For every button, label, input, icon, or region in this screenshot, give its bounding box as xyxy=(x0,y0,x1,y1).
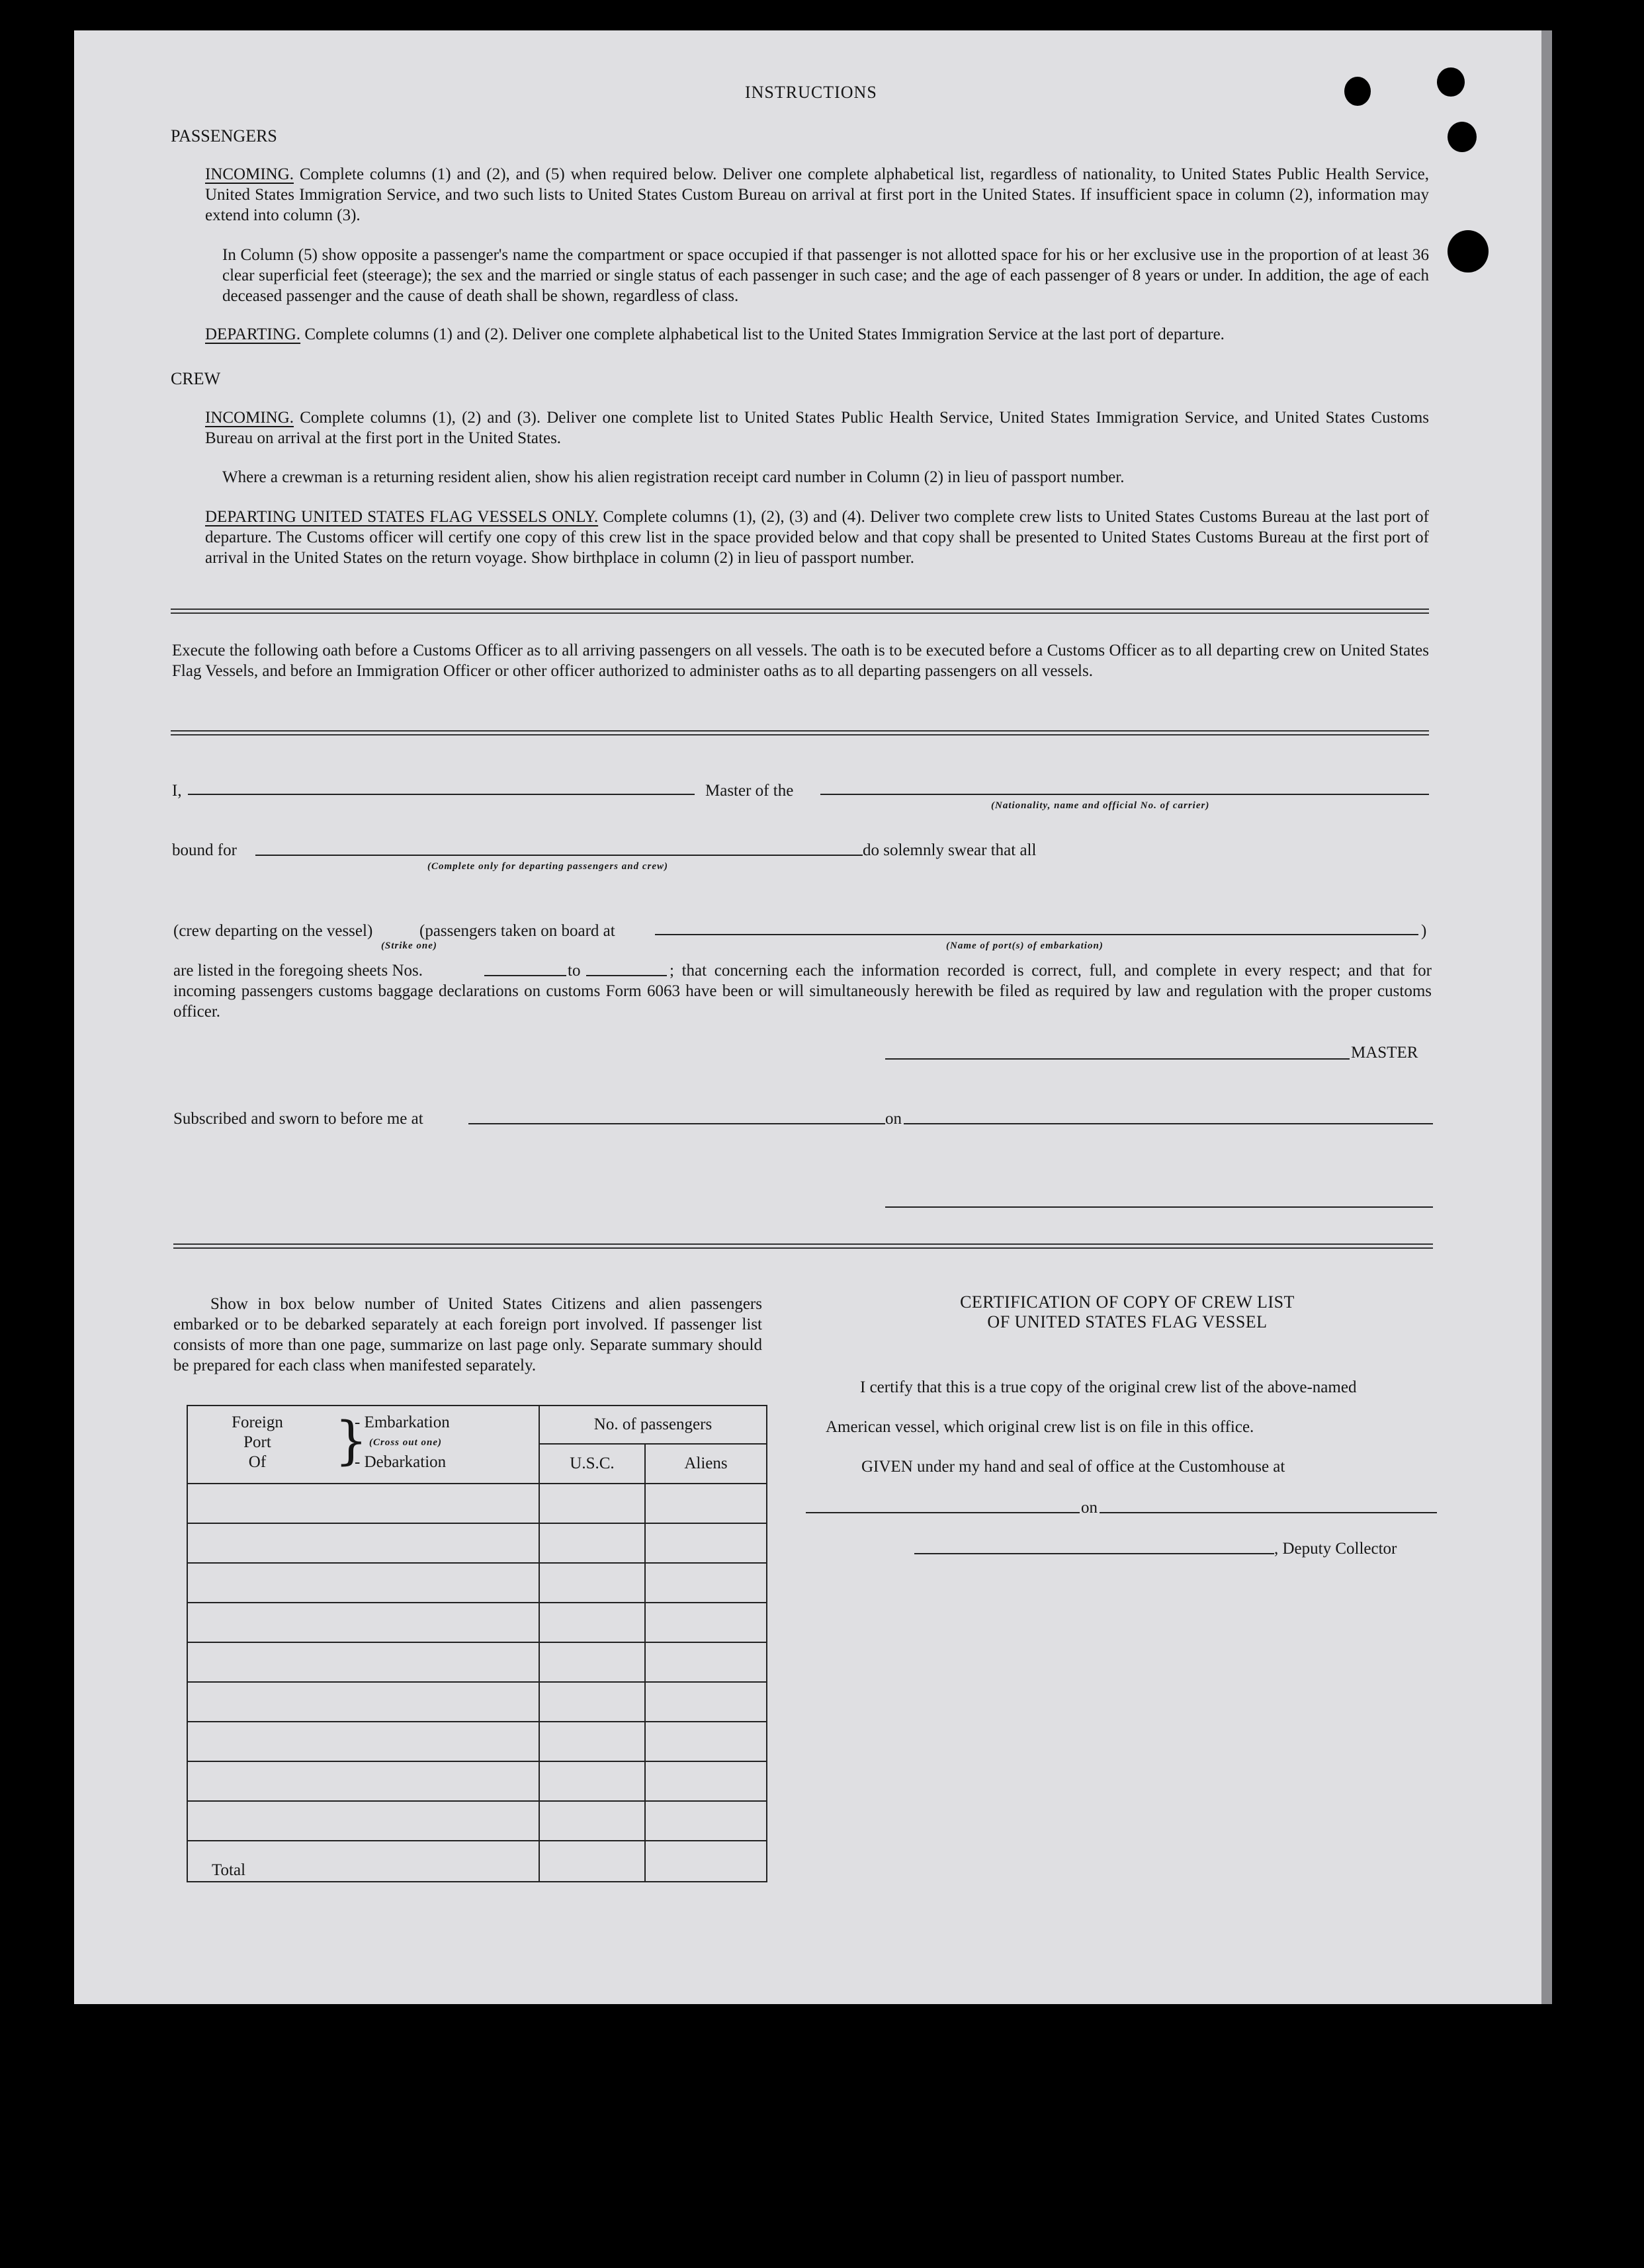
aliens-cell[interactable] xyxy=(645,1563,767,1603)
port-cell[interactable] xyxy=(187,1563,539,1603)
bound-for-field[interactable] xyxy=(255,855,863,856)
passengers-incoming-label: INCOMING. xyxy=(205,165,294,183)
punch-hole xyxy=(1448,122,1477,152)
embarkation-label: - Embarkation xyxy=(355,1413,450,1431)
punch-hole xyxy=(1448,230,1489,273)
port-cell[interactable] xyxy=(187,1761,539,1801)
sworn-date-field[interactable] xyxy=(904,1123,1433,1124)
aliens-cell[interactable] xyxy=(645,1722,767,1761)
close-paren: ) xyxy=(1421,922,1427,940)
passengers-departing-label: DEPARTING. xyxy=(205,325,301,343)
usc-cell[interactable] xyxy=(539,1523,645,1563)
cross-out-caption: (Cross out one) xyxy=(369,1437,443,1448)
usc-total-cell[interactable] xyxy=(539,1841,645,1882)
on-label: on xyxy=(885,1110,902,1128)
passengers-incoming-text: Complete columns (1) and (2), and (5) when required below. Deliver one complete alphabetical list, regardless of nationality, to United States Public Health Service, United States Immigration Service, and two such lists to United States Custom Bureau on arrival at first port in the United States. If insufficient space in column (2), information may extend into column (3). xyxy=(205,165,1430,224)
swear-text: do solemnly swear that all xyxy=(863,841,1037,859)
usc-cell[interactable] xyxy=(539,1722,645,1761)
passengers-departing-text: Complete columns (1) and (2). Deliver one complete alphabetical list to the United States Immigration Service at the last port of departure. xyxy=(304,325,1225,343)
usc-header: U.S.C. xyxy=(539,1444,645,1484)
port-cell[interactable] xyxy=(187,1523,539,1563)
certification-line1: I certify that this is a true copy of the original crew list of the above-named xyxy=(860,1378,1357,1396)
aliens-cell[interactable] xyxy=(645,1484,767,1523)
no-of-passengers-header: No. of passengers xyxy=(539,1406,767,1444)
passengers-taken-option: (passengers taken on board at xyxy=(419,922,615,940)
passengers-departing-paragraph xyxy=(205,324,1429,345)
port-cell[interactable] xyxy=(187,1603,539,1642)
table-row xyxy=(187,1761,767,1801)
port-label: Port xyxy=(243,1433,271,1451)
foreign-port-header xyxy=(187,1406,539,1484)
certification-title-line1: CERTIFICATION OF COPY OF CREW LIST xyxy=(960,1292,1295,1312)
total-row xyxy=(187,1841,767,1882)
crew-incoming-label: INCOMING. xyxy=(205,409,294,427)
divider xyxy=(173,1243,1433,1249)
table-row xyxy=(187,1801,767,1841)
oath-i-label: I, xyxy=(172,782,182,800)
table-row xyxy=(187,1603,767,1642)
crew-heading: CREW xyxy=(171,369,221,388)
usc-cell[interactable] xyxy=(539,1563,645,1603)
table-row xyxy=(187,1563,767,1603)
subscribed-label: Subscribed and sworn to before me at xyxy=(173,1110,423,1128)
complete-only-caption: (Complete only for departing passengers and crew) xyxy=(427,861,668,872)
passenger-summary-table xyxy=(187,1405,767,1882)
nationality-caption: (Nationality, name and official No. of carrier) xyxy=(991,800,1210,811)
divider xyxy=(171,609,1429,614)
crew-departing-flag-paragraph xyxy=(205,507,1429,568)
table-header-row xyxy=(187,1406,767,1444)
deputy-signature-field[interactable] xyxy=(914,1553,1274,1554)
aliens-cell[interactable] xyxy=(645,1801,767,1841)
crew-alien-paragraph: Where a crewman is a returning resident alien, show his alien registration receipt card number in Column (2) in lieu of passport number. xyxy=(222,468,1125,486)
crew-departing-option: (crew departing on the vessel) xyxy=(173,922,373,940)
passengers-column5-paragraph: In Column (5) show opposite a passenger's name the compartment or space occupied if that passenger is not allotted space for his or her exclusive use in the proportion of at least 36 clear superficial feet (steerage); the sex and the married or single status of each passenger in such case; and the age of each passenger of 8 years or under. In addition, the age of each deceased passenger and the cause of death shall be shown, regardless of class. xyxy=(222,246,1429,305)
of-label: Of xyxy=(248,1453,267,1471)
usc-cell[interactable] xyxy=(539,1484,645,1523)
debarkation-label: - Debarkation xyxy=(355,1453,447,1471)
deputy-collector-label: , Deputy Collector xyxy=(1274,1540,1397,1558)
page-edge xyxy=(1541,30,1552,2004)
port-cell[interactable] xyxy=(187,1722,539,1761)
certification-date-field[interactable] xyxy=(1100,1512,1437,1513)
port-cell[interactable] xyxy=(187,1801,539,1841)
aliens-total-cell[interactable] xyxy=(645,1841,767,1882)
brace-icon: } xyxy=(335,1411,368,1471)
ports-caption: (Name of port(s) of embarkation) xyxy=(946,941,1103,951)
usc-cell[interactable] xyxy=(539,1801,645,1841)
usc-cell[interactable] xyxy=(539,1642,645,1682)
summary-intro: Show in box below number of United States Citizens and alien passengers embarked or to be debarked separately at each foreign port involved. If passenger list consists of more than one page, summarize on last page only. Separate summary should be prepared for each class when manifested separately. xyxy=(173,1295,762,1374)
master-name-field[interactable] xyxy=(188,794,695,795)
certification-title-line2: OF UNITED STATES FLAG VESSEL xyxy=(987,1312,1268,1331)
aliens-cell[interactable] xyxy=(645,1761,767,1801)
port-cell[interactable] xyxy=(187,1642,539,1682)
table-row xyxy=(187,1523,767,1563)
crew-incoming-text: Complete columns (1), (2) and (3). Deliver one complete list to United States Public Health Service, United States Immigration Service, and United States Customs Bureau on arrival at the first port in the United States. xyxy=(205,409,1429,447)
master-label: MASTER xyxy=(1351,1044,1418,1062)
usc-cell[interactable] xyxy=(539,1682,645,1722)
page-title: INSTRUCTIONS xyxy=(745,83,877,102)
listed-prefix: are listed in the foregoing sheets Nos. xyxy=(173,962,423,980)
bound-for-label: bound for xyxy=(172,841,237,859)
oath-intro: Execute the following oath before a Customs Officer as to all arriving passengers on all vessels. The oath is to be executed before a Customs Officer as to all departing crew on United States Flag Vessels, and before an Immigration Officer or other officer authorized to administer oaths as to all departing passengers on all vessels. xyxy=(172,642,1429,680)
table-row xyxy=(187,1722,767,1761)
punch-hole xyxy=(1437,67,1465,97)
divider xyxy=(171,730,1429,735)
certification-title xyxy=(830,1292,1425,1332)
certification-line2: American vessel, which original crew list is on file in this office. xyxy=(826,1418,1254,1436)
carrier-field[interactable] xyxy=(820,794,1429,795)
crew-departing-flag-text: Complete columns (1), (2), (3) and (4). Deliver two complete crew lists to United States Customs Bureau at the last port of departure. The Customs officer will certify one copy of this crew list in the space provided below and that copy shall be presented to United States Customs Bureau at the first port of arrival in the United States on the return voyage. Show birthplace in column (2) in lieu of passport number. xyxy=(205,508,1429,567)
usc-cell[interactable] xyxy=(539,1761,645,1801)
usc-cell[interactable] xyxy=(539,1603,645,1642)
officer-signature-field[interactable] xyxy=(885,1206,1433,1208)
passengers-incoming-paragraph xyxy=(205,164,1429,226)
passengers-heading: PASSENGERS xyxy=(171,126,277,146)
crew-departing-flag-label: DEPARTING UNITED STATES FLAG VESSELS ONLY. xyxy=(205,508,599,526)
aliens-cell[interactable] xyxy=(645,1682,767,1722)
customhouse-field[interactable] xyxy=(806,1512,1080,1513)
port-cell[interactable] xyxy=(187,1682,539,1722)
crew-incoming-paragraph xyxy=(205,407,1429,448)
port-cell[interactable] xyxy=(187,1484,539,1523)
table-row xyxy=(187,1682,767,1722)
punch-hole xyxy=(1344,77,1371,106)
foreign-label: Foreign xyxy=(232,1413,283,1431)
master-of-the-label: Master of the xyxy=(705,782,794,800)
certification-on-label: on xyxy=(1081,1499,1098,1517)
aliens-cell[interactable] xyxy=(645,1523,767,1563)
aliens-cell[interactable] xyxy=(645,1603,767,1642)
port-of-embarkation-field[interactable] xyxy=(655,934,1418,935)
sworn-place-field[interactable] xyxy=(468,1123,885,1124)
aliens-header: Aliens xyxy=(645,1444,767,1484)
certification-line3: GIVEN under my hand and seal of office at the Customhouse at xyxy=(861,1458,1285,1476)
master-signature-field[interactable] xyxy=(885,1058,1350,1060)
aliens-cell[interactable] xyxy=(645,1642,767,1682)
listed-rest: ; that concerning each the information recorded is correct, full, and complete in every respect; and that for incoming passengers customs baggage declarations on customs Form 6063 have been or will simultaneously herewith be filed as required by law and regulation with the proper customs officer. xyxy=(173,962,1432,1021)
to-label: to xyxy=(568,962,581,980)
table-row xyxy=(187,1642,767,1682)
strike-one-caption: (Strike one) xyxy=(381,941,437,951)
table-row xyxy=(187,1484,767,1523)
total-label: Total xyxy=(187,1841,539,1882)
